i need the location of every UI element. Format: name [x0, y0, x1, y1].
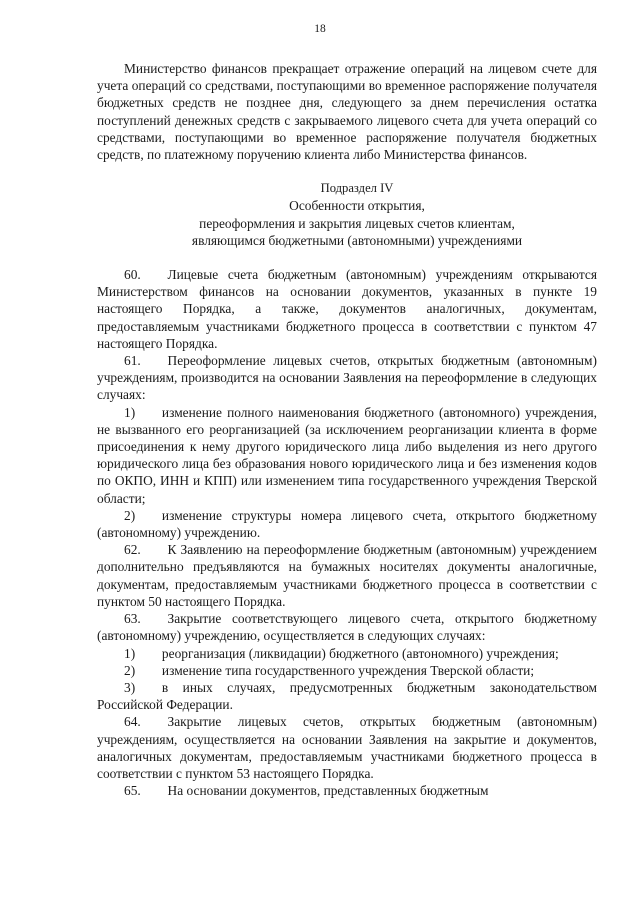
paragraph-60: 60. Лицевые счета бюджетным (автономным) учреждениям открываются Министерством финансов на основании документов, указанных в пункте 19 настоящего Порядка, а также, документов аналогичных, документам, предоставляемым участниками бюджетного процесса в соответствии с пунктом 47 настоящего Порядка.: [97, 267, 597, 351]
page-number: 18: [314, 23, 326, 35]
paragraph-63-item-3: 3) в иных случаях, предусмотренных бюджетным законодательством Российской Федерации.: [97, 679, 597, 713]
paragraph-65: 65. На основании документов, представленных бюджетным: [124, 783, 489, 799]
paragraph-63: 63. Закрытие соответствующего лицевого счета, открытого бюджетному (автономному) учреждению, осуществляется в следующих случаях:: [97, 611, 597, 644]
paragraph-61-item-1: 1) изменение полного наименования бюджетного (автономного) учреждения, не вызванного его реорганизацией (за исключением реорганизации клиента в форме присоединения к нему другого юридического лица либо выделения из него другого юридического лица без образования нового юридического лица и без изменения кодов по ОКПО, ИНН и КПП) или изменением типа государственного учреждения Тверской области;: [97, 404, 597, 506]
subsection-title-line-3: являющимся бюджетными (автономными) учреждениями: [191, 232, 523, 248]
subsection-title-line-1: Особенности открытия,: [289, 198, 425, 214]
paragraph-63-item-2: 2) изменение типа государственного учреждения Тверской области;: [124, 662, 535, 678]
paragraph-63-item-1: 1) реорганизация (ликвидации) бюджетного (автономного) учреждения;: [124, 645, 559, 661]
paragraph-62: 62. К Заявлению на переоформление бюджетным (автономным) учреждением дополнительно предъявляются на бумажных носителях документы аналогичные, документам, предоставляемым участниками бюджетного процесса в соответствии с пунктом 50 настоящего Порядка.: [97, 542, 597, 609]
intro-paragraph: Министерство финансов прекращает отражение операций на лицевом счете для учета операций со средствами, поступающими во временное распоряжение получателя бюджетных средств не позднее дня, следующего за днем перечисления остатка поступлений денежных средств с закрываемого лицевого счета для учета операций со средствами, поступающими во временное распоряжение получателя бюджетных средств, по платежному поручению клиента либо Министерства финансов.: [97, 61, 597, 163]
paragraph-61-item-2: 2) изменение структуры номера лицевого счета, открытого бюджетному (автономному) учреждению.: [97, 507, 597, 541]
document-body: [97, 60, 597, 799]
subsection-heading: [97, 180, 597, 249]
paragraph-64: 64. Закрытие лицевых счетов, открытых бюджетным (автономным) учреждениям, осуществляется на основании Заявления на закрытие и документов, аналогичных документам, предоставляемым участниками бюджетного процесса в соответствии с пунктом 53 настоящего Порядка.: [97, 714, 597, 781]
subsection-title-line-2: переоформления и закрытия лицевых счетов клиентам,: [199, 215, 515, 231]
paragraph-61: 61. Переоформление лицевых счетов, открытых бюджетным (автономным) учреждениям, производится на основании Заявления на переоформление в следующих случаях:: [97, 353, 597, 403]
subsection-number: Подраздел IV: [320, 181, 394, 196]
